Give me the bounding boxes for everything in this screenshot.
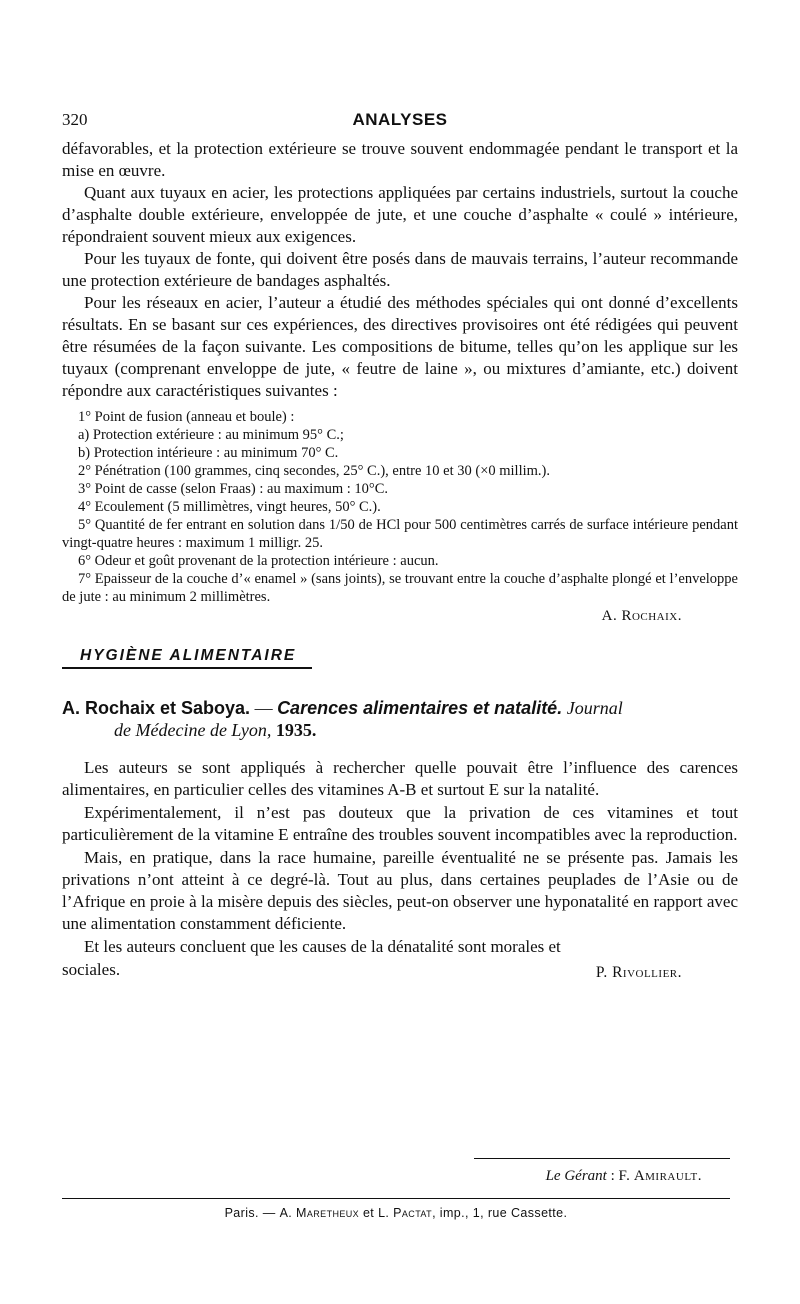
citation-line-2 — [62, 719, 738, 741]
publication-year: 1935. — [275, 720, 317, 740]
article-title: Carences alimentaires et natalité. — [277, 698, 563, 718]
article-last-row — [62, 959, 738, 981]
requirements-list — [62, 408, 738, 606]
intro-paragraph-2: Quant aux tuyaux en acier, les protections appliquées par certains industriels, surtout la couche d’asphalte double extérieure, enveloppée de jute, et une couche d’asphalte « coulé » intérieure, répondraient souvent mieux aux exigences. — [62, 183, 738, 246]
journal-name-part-1: Journal — [562, 698, 623, 718]
section-heading: ANALYSES — [352, 110, 448, 129]
page-body — [62, 108, 738, 981]
printer-imprint — [62, 1206, 730, 1220]
gerant-role: Le Gérant — [545, 1168, 607, 1184]
gerant-name: F. Amirault. — [618, 1168, 702, 1184]
signature-rochaix: A. Rochaix. — [601, 608, 682, 624]
article-paragraph-1: Les auteurs se sont appliqués à rechercher quelle pouvait être l’influence des carences alimentaires, en particulier celles des vitamines A-B et surtout E sur la natalité. — [62, 758, 738, 799]
article-body — [62, 757, 738, 981]
printer-name-1: A. Maretheux — [279, 1206, 360, 1220]
article-authors: A. Rochaix et Saboya. — [62, 698, 251, 718]
rubric-heading: HYGIÈNE ALIMENTAIRE — [62, 647, 312, 669]
footer-divider-short — [474, 1158, 730, 1159]
list-item: 4° Ecoulement (5 millimètres, vingt heures, 50° C.). — [78, 499, 381, 515]
article-paragraph-4-line-2: sociales. — [62, 960, 121, 979]
signature-rivollier: P. Rivollier. — [595, 964, 682, 981]
list-item: b) Protection intérieure : au minimum 70° C. — [78, 445, 339, 461]
article-paragraph-4-line-1: Et les auteurs concluent que les causes de la dénatalité sont morales et — [84, 937, 561, 956]
list-item: 5° Quantité de fer entrant en solution dans 1/50 de HCl pour 500 centimètres carrés de surface intérieure pendant vingt-quatre heures : maximum 1 milligr. 25. — [62, 517, 738, 551]
list-item: a) Protection extérieure : au minimum 95° C.; — [78, 427, 344, 443]
footer-divider-long — [62, 1198, 730, 1199]
list-item: 1° Point de fusion (anneau et boule) : — [78, 409, 295, 425]
article-citation — [62, 697, 738, 741]
list-item: 6° Odeur et goût provenant de la protection intérieure : aucun. — [78, 553, 439, 569]
citation-dash: — — [250, 698, 278, 718]
gerant-line — [474, 1168, 702, 1185]
intro-paragraph-4: Pour les réseaux en acier, l’auteur a étudié des méthodes spéciales qui ont donné d’excellents résultats. En se basant sur ces expériences, des directives provisoires ont été rédigées qui peuvent être résumées de la façon suivante. Les compositions de bitume, telles qu’on les applique sur les tuyaux (comprenant enveloppe de jute, « feutre de laine », ou mixtures d’amiante, etc.) doivent répondre aux caractéristiques suivantes : — [62, 293, 738, 400]
citation-line-1 — [62, 697, 738, 719]
printer-name-2: L. Pactat — [378, 1206, 433, 1220]
running-head — [62, 108, 738, 138]
printer-address: , imp., 1, rue Cassette. — [432, 1206, 568, 1220]
list-item: 7° Epaisseur de la couche d’« enamel » (sans joints), se trouvant entre la couche d’asphalte plongé et l’enveloppe de jute : au minimum 2 millimètres. — [62, 571, 738, 605]
list-item: 2° Pénétration (100 grammes, cinq secondes, 25° C.), entre 10 et 30 (×0 millim.). — [78, 463, 550, 479]
article-paragraph-3: Mais, en pratique, dans la race humaine, pareille éventualité ne se présente pas. Jamais les privations n’ont atteint à ce degré-là. Tout au plus, dans certaines peuplades de l’Asie ou de l’Afrique en proie à la misère depuis des siècles, peut-on observer une hyponatalité en rapport avec une alimentation constamment déficiente. — [62, 848, 738, 933]
page-number: 320 — [62, 110, 88, 129]
printer-city: Paris. — — [224, 1206, 280, 1220]
list-item: 3° Point de casse (selon Fraas) : au maximum : 10°C. — [78, 481, 389, 497]
gerant-separator: : — [606, 1168, 619, 1184]
journal-name-part-2: de Médecine de Lyon, — [114, 720, 276, 740]
article-paragraph-2: Expérimentalement, il n’est pas douteux que la privation de ces vitamines et tout particulièrement de la vitamine E entraîne des troubles souvent incompatibles avec la reproduction. — [62, 803, 738, 844]
intro-paragraph-1: défavorables, et la protection extérieure se trouve souvent endommagée pendant le transport et la mise en œuvre. — [62, 139, 738, 180]
printer-and: et — [359, 1206, 379, 1220]
intro-paragraph-3: Pour les tuyaux de fonte, qui doivent être posés dans de mauvais terrains, l’auteur recommande une protection extérieure de bandages asphaltés. — [62, 249, 738, 290]
